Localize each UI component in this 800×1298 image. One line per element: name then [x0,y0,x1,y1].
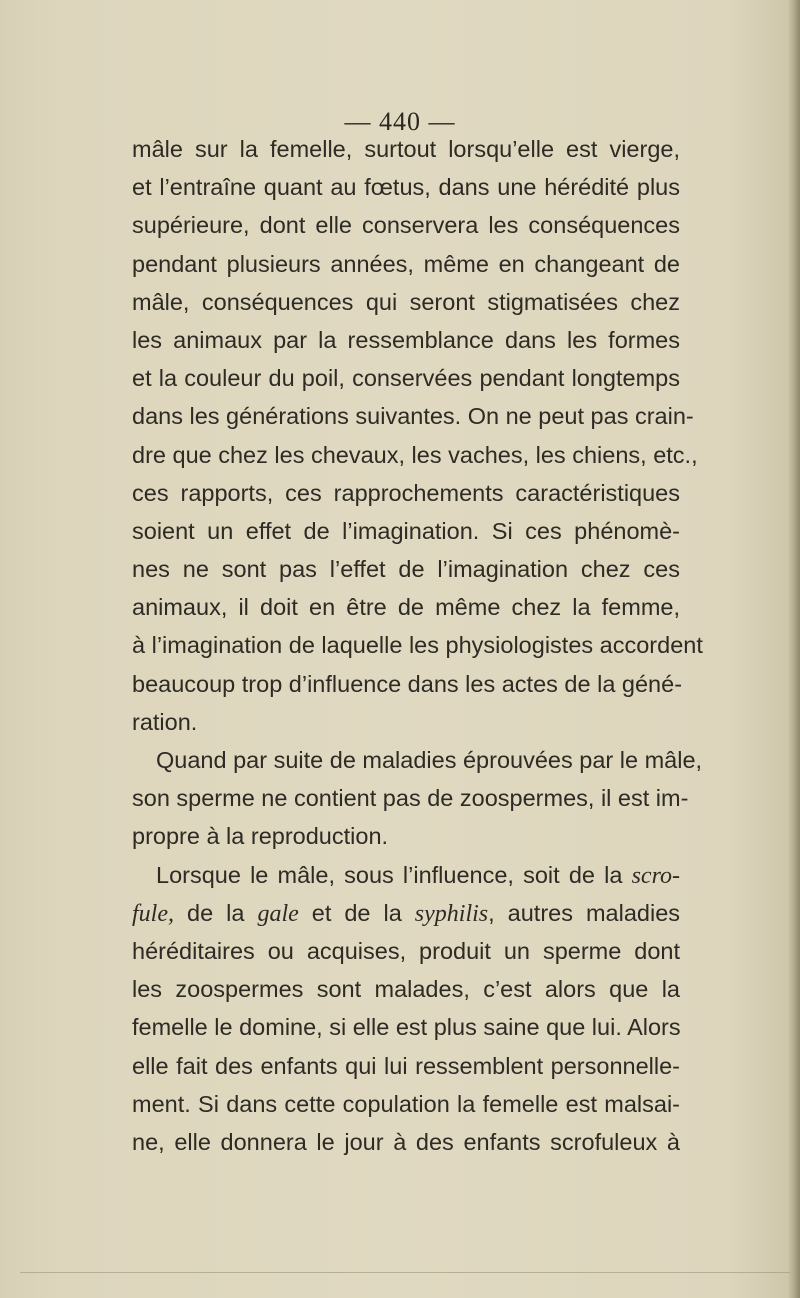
text-line: supérieure, dont elle conservera les conséquences [132,212,680,239]
text-line [132,894,680,932]
text-line: et l’entraîne quant au fœtus, dans une hérédité plus [132,174,680,201]
text-line: femelle le domine, si elle est plus saine que lui. Alors [132,1014,681,1041]
text-line: propre à la reproduction. [132,823,389,850]
text-line: dre que chez les chevaux, les vaches, les chiens, etc., [132,441,698,468]
text-line: les animaux par la ressemblance dans les formes [132,326,680,353]
page-number: — 440 — [344,107,456,136]
text-fragment: Lorsque le mâle, sous l’influence, soit de la [156,861,623,888]
italic-term: scro- [631,862,681,889]
italic-term: fule, [132,900,174,927]
text-line: les zoospermes sont malades, c’est alors que la [132,976,680,1003]
text-line: animaux, il doit en être de même chez la femme, [132,594,680,621]
text-line [132,856,680,894]
page-edge [788,0,800,1298]
text-fragment: de la [187,899,245,926]
text-fragment: et de la [311,899,402,926]
text-line: mâle sur la femelle, surtout lorsqu’elle est vierge, [132,136,680,162]
text-fragment: , autres maladies [488,899,681,926]
text-line: nes ne sont pas l’effet de l’imagination chez ces [132,556,680,583]
text-line: ces rapports, ces rapprochements caractéristiques [132,479,680,506]
text-line: ne, elle donnera le jour à des enfants scrofuleux à [132,1128,680,1155]
text-line: soient un effet de l’imagination. Si ces phénomè- [132,517,680,544]
text-line: à l’imagination de laquelle les physiologistes accordent [132,632,703,659]
text-line: ration. [132,708,198,735]
text-line: beaucoup trop d’influence dans les actes de la géné- [132,670,683,697]
text-line: elle fait des enfants qui lui ressemblent personnelle- [132,1052,680,1079]
text-line: mâle, conséquences qui seront stigmatisées chez [132,288,680,315]
text-line: pendant plusieurs années, même en changeant de [132,250,680,277]
body-text [132,130,703,1161]
text-line: ment. Si dans cette copulation la femelle est malsai- [132,1090,680,1117]
text-line: Quand par suite de maladies éprouvées par le mâle, [156,747,703,773]
italic-term: gale [257,900,299,927]
text-line: héréditaires ou acquises, produit un sperme dont [132,937,680,964]
text-line: et la couleur du poil, conservées pendant longtemps [132,365,680,392]
text-line: son sperme ne contient pas de zoospermes, il est im- [132,785,689,812]
page-bottom-edge [20,1272,790,1273]
text-line: dans les générations suivantes. On ne peut pas crain- [132,403,694,430]
italic-term: syphilis [414,900,489,927]
